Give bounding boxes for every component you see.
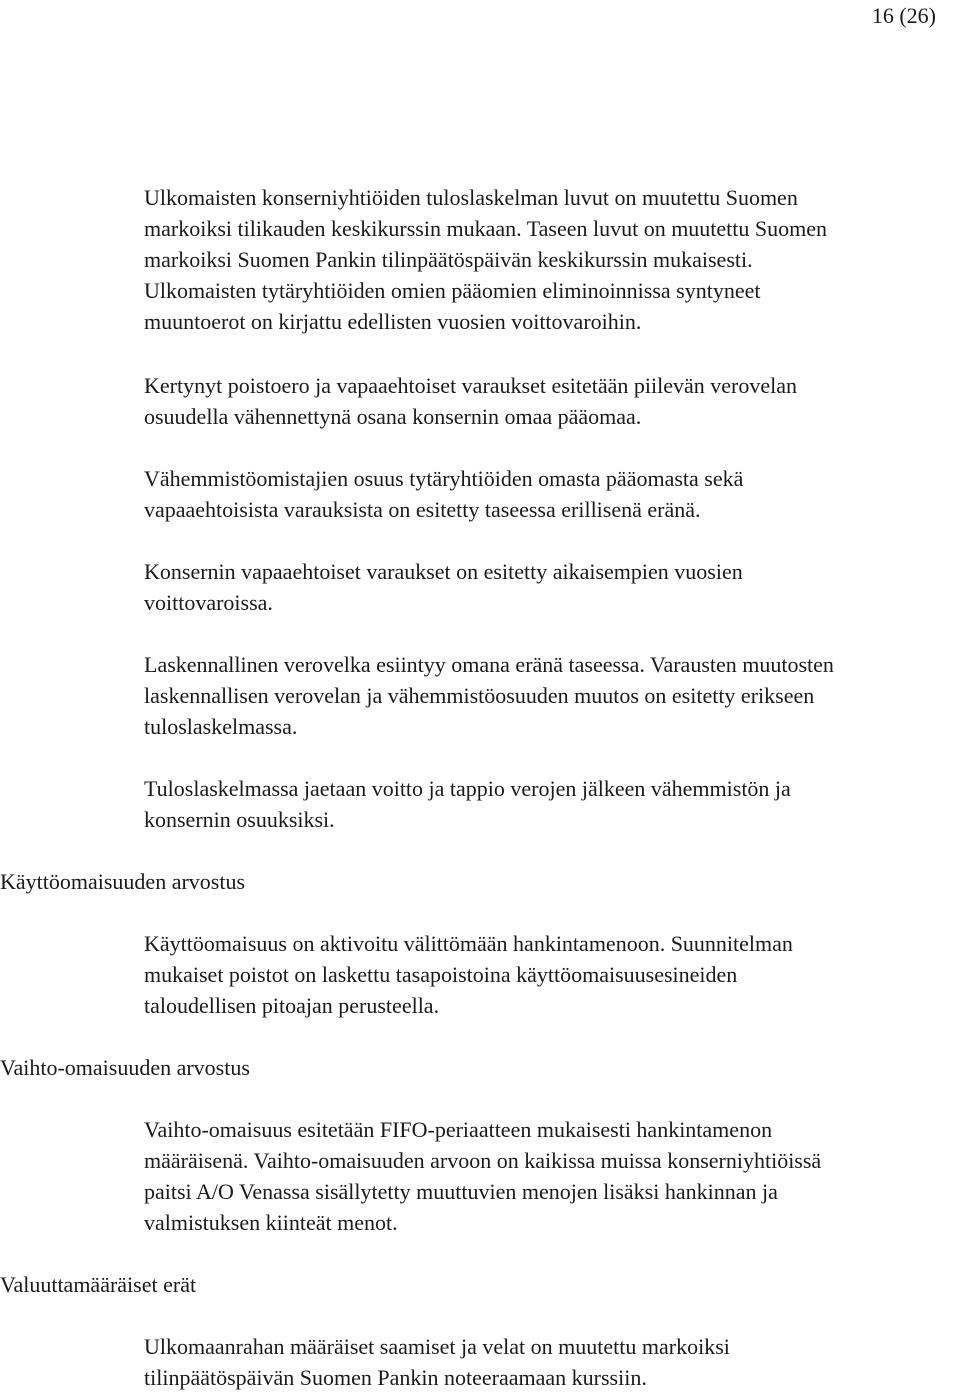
paragraph-voluntary-reserves [144,556,960,618]
text-line: taloudellisen pitoajan perusteella. [144,993,440,1018]
text-line: Käyttöomaisuus on aktivoitu välittömään hankintamenoon. Suunnitelman [144,931,793,956]
text-line: markoiksi Suomen Pankin tilinpäätöspäivän keskikurssin mukaisesti. [144,247,753,272]
text-line: mukaiset poistot on laskettu tasapoistoina käyttöomaisuusesineiden [144,962,738,987]
text-line: voittovaroissa. [144,590,273,615]
text-line: vapaaehtoisista varauksista on esitetty taseessa erillisenä eränä. [144,497,701,522]
paragraph-profit-allocation [144,773,960,835]
text-line: Konsernin vapaaehtoiset varaukset on esitetty aikaisempien vuosien [144,559,743,584]
paragraph-deferred-tax [144,649,960,742]
paragraph-minority-interest [144,463,960,525]
paragraph-translation-of-foreign-subsidiaries [144,182,960,337]
paragraph-inventories [144,1114,960,1238]
text-line: Ulkomaisten konserniyhtiöiden tuloslaskelman luvut on muutettu Suomen [144,185,798,210]
text-line: valmistuksen kiinteät menot. [144,1210,398,1235]
text-line: Laskennallinen verovelka esiintyy omana eränä taseessa. Varausten muutosten [144,652,834,677]
text-line: Ulkomaanrahan määräiset saamiset ja velat on muutettu markoiksi [144,1334,730,1359]
text-line: osuudella vähennettynä osana konsernin omaa pääomaa. [144,404,642,429]
text-line: laskennallisen verovelan ja vähemmistöosuuden muutos on esitetty erikseen [144,683,815,708]
text-line: Ulkomaisten tytäryhtiöiden omien pääomien eliminoinnissa syntyneet [144,278,761,303]
text-line: Vähemmistöomistajien osuus tytäryhtiöiden omasta pääomasta sekä [144,466,744,491]
section-heading-fixed-assets: Käyttöomaisuuden arvostus [0,869,246,894]
section-heading-foreign-currency-items: Valuuttamääräiset erät [0,1272,197,1297]
text-line: tuloslaskelmassa. [144,714,298,739]
text-line: määräisenä. Vaihto-omaisuuden arvoon on kaikissa muissa konserniyhtiöissä [144,1148,822,1173]
text-line: Tuloslaskelmassa jaetaan voitto ja tappio verojen jälkeen vähemmistön ja [144,776,791,801]
text-line: Vaihto-omaisuus esitetään FIFO-periaatteen mukaisesti hankintamenon [144,1117,773,1142]
paragraph-depreciation-difference [144,370,960,432]
text-line: konsernin osuuksiksi. [144,807,335,832]
text-line: markoiksi tilikauden keskikurssin mukaan. Taseen luvut on muutettu Suomen [144,216,828,241]
section-heading-inventories: Vaihto-omaisuuden arvostus [0,1055,250,1080]
text-line: paitsi A/O Venassa sisällytetty muuttuvien menojen lisäksi hankinnan ja [144,1179,778,1204]
text-line: Kertynyt poistoero ja vapaaehtoiset varaukset esitetään piilevän verovelan [144,373,798,398]
paragraph-fixed-assets [144,928,960,1021]
text-line: muuntoerot on kirjattu edellisten vuosien voittovaroihin. [144,309,642,334]
paragraph-foreign-currency-items [144,1331,960,1393]
text-line: tilinpäätöspäivän Suomen Pankin noteeraamaan kurssiin. [144,1365,647,1390]
page-number: 16 (26) [871,3,936,28]
